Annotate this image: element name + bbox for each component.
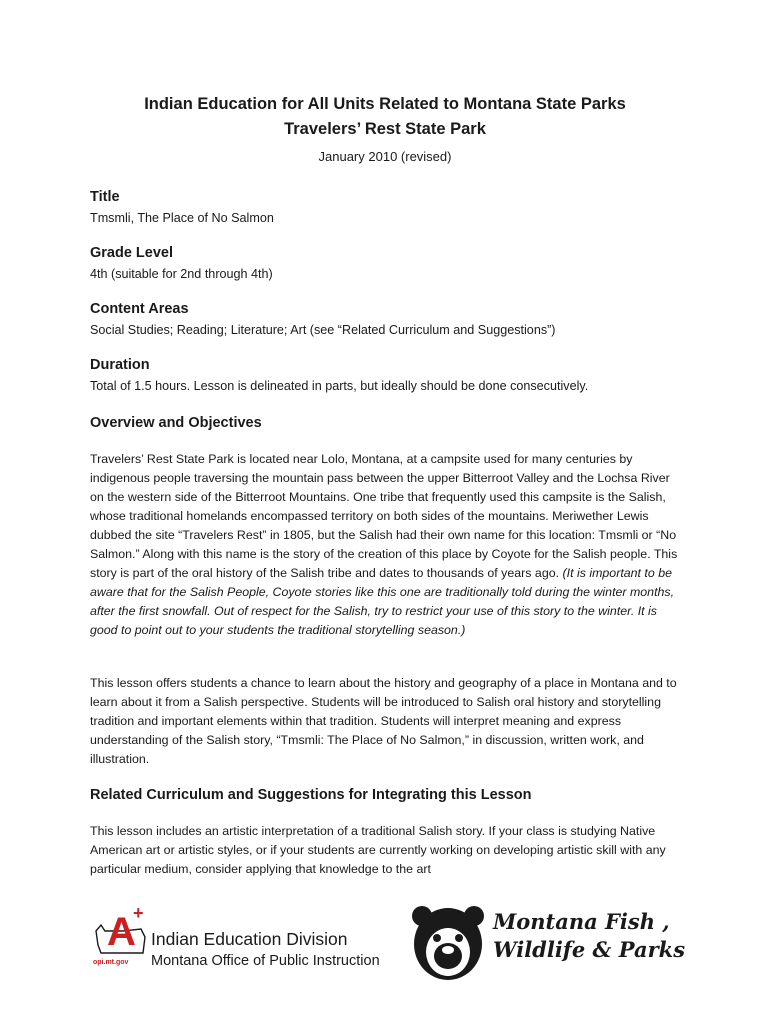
related-paragraph: This lesson includes an artistic interpretation of a traditional Salish story. If your class is studying Native American art or artistic styles, or if your students are currently working on developing artistic skill with any particular medium, consider applying that knowledge to the art [90, 824, 666, 876]
document-subtitle: Travelers’ Rest State Park [284, 120, 486, 138]
section-grade-level [90, 243, 690, 284]
section-related-curriculum [90, 785, 690, 805]
fwp-line-1: Montana Fish , [493, 909, 670, 934]
section-title-heading: Title [90, 189, 120, 205]
a-plus-letter: A [107, 910, 136, 954]
section-duration [90, 355, 690, 396]
indian-education-division-label: Indian Education Division [151, 929, 348, 949]
section-duration-value: Total of 1.5 hours. Lesson is delineated in parts, but ideally should be done consecutively. [90, 379, 589, 393]
document-header [0, 92, 770, 168]
montana-fwp-logo [408, 900, 686, 990]
opi-url: opi.mt.gov [93, 959, 129, 966]
overview-paragraph-1 [90, 450, 680, 640]
section-content-value: Social Studies; Reading; Literature; Art (see “Related Curriculum and Suggestions”) [90, 323, 556, 337]
section-grade-heading: Grade Level [90, 245, 174, 261]
section-grade-value: 4th (suitable for 2nd through 4th) [90, 267, 273, 281]
office-of-public-instruction-label: Montana Office of Public Instruction [151, 953, 380, 969]
section-content-heading: Content Areas [90, 301, 189, 317]
document-date: January 2010 (revised) [318, 149, 452, 164]
overview-paragraph-2: This lesson offers students a chance to learn about the history and geography of a place in Montana and to learn about it from a Salish perspective. Students will be introduced to Salish oral history and storytelling tradition and important elements within that tradition. Students will interpret meaning and express understanding of the Salish story, “Tmsmli: The Place of No Salmon,” in discussion, written work, and illustration. [90, 676, 677, 766]
fwp-line-2: Wildlife & Parks [493, 937, 686, 962]
section-title [90, 187, 690, 228]
a-plus-sign: + [133, 903, 144, 923]
indian-education-logo [93, 903, 393, 977]
overview-paragraph-1-text: Travelers’ Rest State Park is located near Lolo, Montana, at a campsite used for many centuries by indigenous people traversing the mountain pass between the upper Bitterroot Valley and the Lochsa River on the western side of the Bitterroot Mountains. One tribe that frequently used this campsite is the Salish, whose traditional homelands encompassed territory on both sides of the mountains. Meriwether Lewis dubbed the site “Travelers Rest” in 1805, but the Salish had their own name for this location: Tmsmli or “No Salmon.” Along with this name is the story of the creation of this place by Coyote for the Salish people. This story is part of the oral history of the Salish tribe and dates to thousands of years ago. [90, 452, 678, 580]
document-title: Indian Education for All Units Related to Montana State Parks [144, 95, 626, 113]
grizzly-bear-icon [408, 902, 488, 984]
related-heading: Related Curriculum and Suggestions for Integrating this Lesson [90, 787, 532, 803]
section-duration-heading: Duration [90, 357, 150, 373]
fwp-wordmark [493, 908, 685, 964]
overview-paragraph-1-italic: (It is important to be aware that for the Salish People, Coyote stories like this one are traditionally told during the winter months, after the first snowfall. Out of respect for the Salish, try to restrict your use of this story to the winter. It is good to point out to your students the traditional storytelling season.) [90, 566, 675, 637]
overview-heading: Overview and Objectives [90, 415, 262, 431]
section-title-value: Tmsmli, The Place of No Salmon [90, 211, 274, 225]
section-content-areas [90, 299, 690, 340]
section-overview [90, 413, 690, 433]
